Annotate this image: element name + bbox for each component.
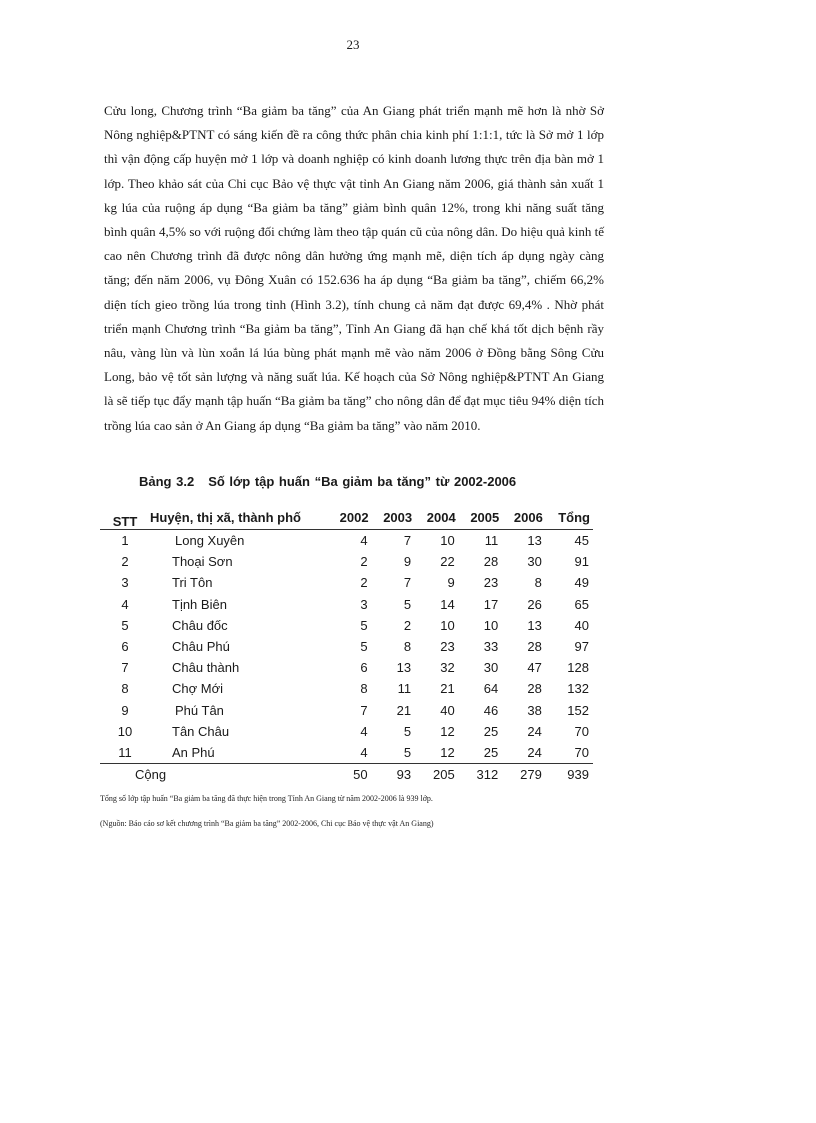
row-total: 132 <box>567 681 589 697</box>
table-row <box>100 636 593 657</box>
row-year-value: 13 <box>527 617 542 633</box>
row-total: 152 <box>567 702 589 718</box>
row-stt: 8 <box>121 681 129 697</box>
data-table <box>100 505 593 785</box>
row-stt: 10 <box>117 723 133 739</box>
row-district-name: Châu Phú <box>172 639 230 655</box>
row-district-name: Tri Tôn <box>172 575 213 591</box>
row-year-value: 5 <box>360 617 368 633</box>
row-year-value: 28 <box>483 554 499 570</box>
row-total: 97 <box>574 639 589 655</box>
table-caption-text: Số lớp tập huấn “Ba giảm ba tăng” từ 2002-2006 <box>208 474 517 489</box>
table-row <box>100 678 593 699</box>
table-row <box>100 572 593 593</box>
row-total: 70 <box>574 744 589 760</box>
row-stt: 11 <box>118 744 132 760</box>
table-total-row <box>100 764 593 786</box>
row-total: 49 <box>574 575 589 591</box>
row-stt: 4 <box>121 596 129 612</box>
row-year-value: 24 <box>527 744 542 760</box>
table-row <box>100 700 593 721</box>
row-district-name: Châu thành <box>172 660 240 676</box>
header-stt: STT <box>100 505 150 530</box>
row-stt: 7 <box>121 660 129 676</box>
row-year-value: 24 <box>527 723 542 739</box>
row-year-value: 9 <box>403 554 412 570</box>
total-cell: 312 <box>459 764 503 786</box>
row-year-value: 7 <box>360 702 368 718</box>
row-total: 70 <box>574 723 589 739</box>
row-district-name: Châu đốc <box>172 617 228 633</box>
header-2005: 2005 <box>459 505 503 530</box>
row-year-value: 32 <box>440 660 455 676</box>
row-year-value: 5 <box>360 639 368 655</box>
row-stt: 6 <box>121 639 129 655</box>
table-row <box>100 742 593 764</box>
row-year-value: 4 <box>360 533 368 549</box>
row-year-value: 4 <box>360 723 368 739</box>
page-number: 23 <box>346 37 360 52</box>
row-year-value: 13 <box>396 660 412 676</box>
header-2004: 2004 <box>415 505 459 530</box>
total-cell: 50 <box>328 764 372 786</box>
row-district-name: Chợ Mới <box>172 681 223 697</box>
row-year-value: 10 <box>440 533 455 549</box>
row-stt: 3 <box>121 575 129 591</box>
table-caption-number: Bảng 3.2 <box>139 474 195 489</box>
row-district-name: Tịnh Biên <box>172 596 227 612</box>
row-year-value: 12 <box>440 744 455 760</box>
table-row <box>100 615 593 636</box>
row-year-value: 2 <box>403 617 412 633</box>
row-year-value: 6 <box>360 660 368 676</box>
row-district-name: Long Xuyên <box>175 533 245 549</box>
row-year-value: 25 <box>483 723 499 739</box>
row-year-value: 23 <box>440 639 455 655</box>
row-stt: 1 <box>121 533 129 549</box>
row-year-value: 13 <box>527 533 542 549</box>
header-2003: 2003 <box>372 505 416 530</box>
row-year-value: 46 <box>483 702 499 718</box>
row-stt: 5 <box>121 617 129 633</box>
row-total: 45 <box>574 533 589 549</box>
row-year-value: 2 <box>360 575 368 591</box>
row-district-name: Tân Châu <box>172 723 230 739</box>
row-year-value: 64 <box>483 681 499 697</box>
row-year-value: 23 <box>483 575 499 591</box>
table-note-summary: Tổng số lớp tập huấn “Ba giảm ba tăng đã thực hiện trong Tỉnh An Giang từ năm 2002-2006 là 939 lớp. <box>100 794 433 803</box>
row-year-value: 7 <box>403 533 412 549</box>
row-total: 65 <box>574 596 589 612</box>
row-total: 128 <box>567 660 589 676</box>
row-year-value: 5 <box>403 744 412 760</box>
header-2002: 2002 <box>328 505 372 530</box>
total-cell: 939 <box>546 764 593 786</box>
body-paragraph: Cửu long, Chương trình “Ba giảm ba tăng” của An Giang phát triển mạnh mẽ hơn là nhờ Sở Nông nghiệp&PTNT có sáng kiến đề ra công thức phân chia kinh phí 1:1:1, tức là Sở mở 1 lớp thì vận động cấp huyện mở 1 lớp và doanh nghiệp có kinh doanh lương thực trên địa bàn mở 1 lớp. Theo khảo sát của Chi cục Bảo vệ thực vật tỉnh An Giang năm 2006, giá thành sản xuất 1 kg lúa của ruộng áp dụng “Ba giảm ba tăng” giảm bình quân 12%, trong khi năng suất tăng bình quân 4,5% so với ruộng đối chứng làm theo tập quán cũ của nông dân. Do hiệu quả kinh tế cao nên Chương trình đã được nông dân hưởng ứng mạnh mẽ, diện tích áp dụng ngày càng tăng; đến năm 2006, vụ Đông Xuân có 152.636 ha áp dụng “Ba giảm ba tăng”, chiếm 66,2% diện tích gieo trồng lúa trong tỉnh (Hình 3.2), tính chung cả năm đạt được 69,4% . Nhờ phát triển mạnh Chương trình “Ba giảm ba tăng”, Tỉnh An Giang đã hạn chế khá tốt dịch bệnh rầy nâu, vàng lùn và lùn xoắn lá lúa bùng phát mạnh mẽ vào năm 2006 ở Đồng bằng Sông Cửu Long, bảo vệ tốt sản lượng và năng suất lúa. Kế hoạch của Sở Nông nghiệp&PTNT An Giang là sẽ tiếp tục đẩy mạnh tập huấn “Ba giảm ba tăng” cho nông dân để đạt mục tiêu 94% diện tích trồng lúa cao sản ở An Giang áp dụng “Ba giảm ba tăng” vào năm 2010. <box>104 103 604 433</box>
row-year-value: 30 <box>483 660 499 676</box>
row-year-value: 4 <box>360 744 368 760</box>
row-district-name: Thoại Sơn <box>172 554 233 570</box>
row-year-value: 5 <box>403 596 412 612</box>
row-year-value: 26 <box>527 596 542 612</box>
row-year-value: 38 <box>527 702 542 718</box>
total-cell: 205 <box>415 764 459 786</box>
total-cell: 93 <box>372 764 416 786</box>
table-note-source: (Nguồn: Báo cáo sơ kết chương trình “Ba giảm ba tăng” 2002-2006, Chi cục Bảo vệ thực vật An Giang) <box>100 819 434 828</box>
row-year-value: 33 <box>483 639 499 655</box>
row-total: 40 <box>574 617 589 633</box>
table-row <box>100 721 593 742</box>
row-year-value: 11 <box>484 533 499 549</box>
table-header-row <box>100 505 593 530</box>
row-year-value: 14 <box>440 596 455 612</box>
row-year-value: 2 <box>360 554 368 570</box>
header-2006: 2006 <box>502 505 546 530</box>
header-total: Tổng <box>546 505 593 530</box>
table-row <box>100 657 593 678</box>
table-body <box>100 530 593 764</box>
row-year-value: 7 <box>403 575 412 591</box>
row-year-value: 47 <box>527 660 542 676</box>
row-year-value: 21 <box>396 702 412 718</box>
row-year-value: 17 <box>483 596 499 612</box>
header-district: Huyện, thị xã, thành phố <box>150 505 328 530</box>
row-year-value: 11 <box>397 681 412 697</box>
row-year-value: 12 <box>440 723 455 739</box>
row-year-value: 40 <box>440 702 455 718</box>
row-year-value: 5 <box>403 723 412 739</box>
table-row <box>100 551 593 572</box>
row-district-name: An Phú <box>172 744 215 760</box>
row-year-value: 10 <box>483 617 499 633</box>
table-row <box>100 530 593 552</box>
row-year-value: 28 <box>527 639 542 655</box>
table-row <box>100 594 593 615</box>
row-year-value: 30 <box>527 554 542 570</box>
row-year-value: 28 <box>527 681 542 697</box>
row-year-value: 3 <box>360 596 368 612</box>
table-caption <box>139 474 516 489</box>
row-year-value: 8 <box>534 575 542 591</box>
row-district-name: Phú Tân <box>175 702 224 718</box>
row-stt: 2 <box>121 554 129 570</box>
row-year-value: 8 <box>403 639 412 655</box>
row-stt: 9 <box>121 702 129 718</box>
row-total: 91 <box>574 554 589 570</box>
row-year-value: 8 <box>360 681 368 697</box>
row-year-value: 22 <box>440 554 455 570</box>
row-year-value: 25 <box>483 744 499 760</box>
row-year-value: 21 <box>440 681 455 697</box>
row-year-value: 10 <box>440 617 455 633</box>
total-cell: 279 <box>502 764 546 786</box>
total-label: Cộng <box>100 764 328 786</box>
row-year-value: 9 <box>447 575 455 591</box>
